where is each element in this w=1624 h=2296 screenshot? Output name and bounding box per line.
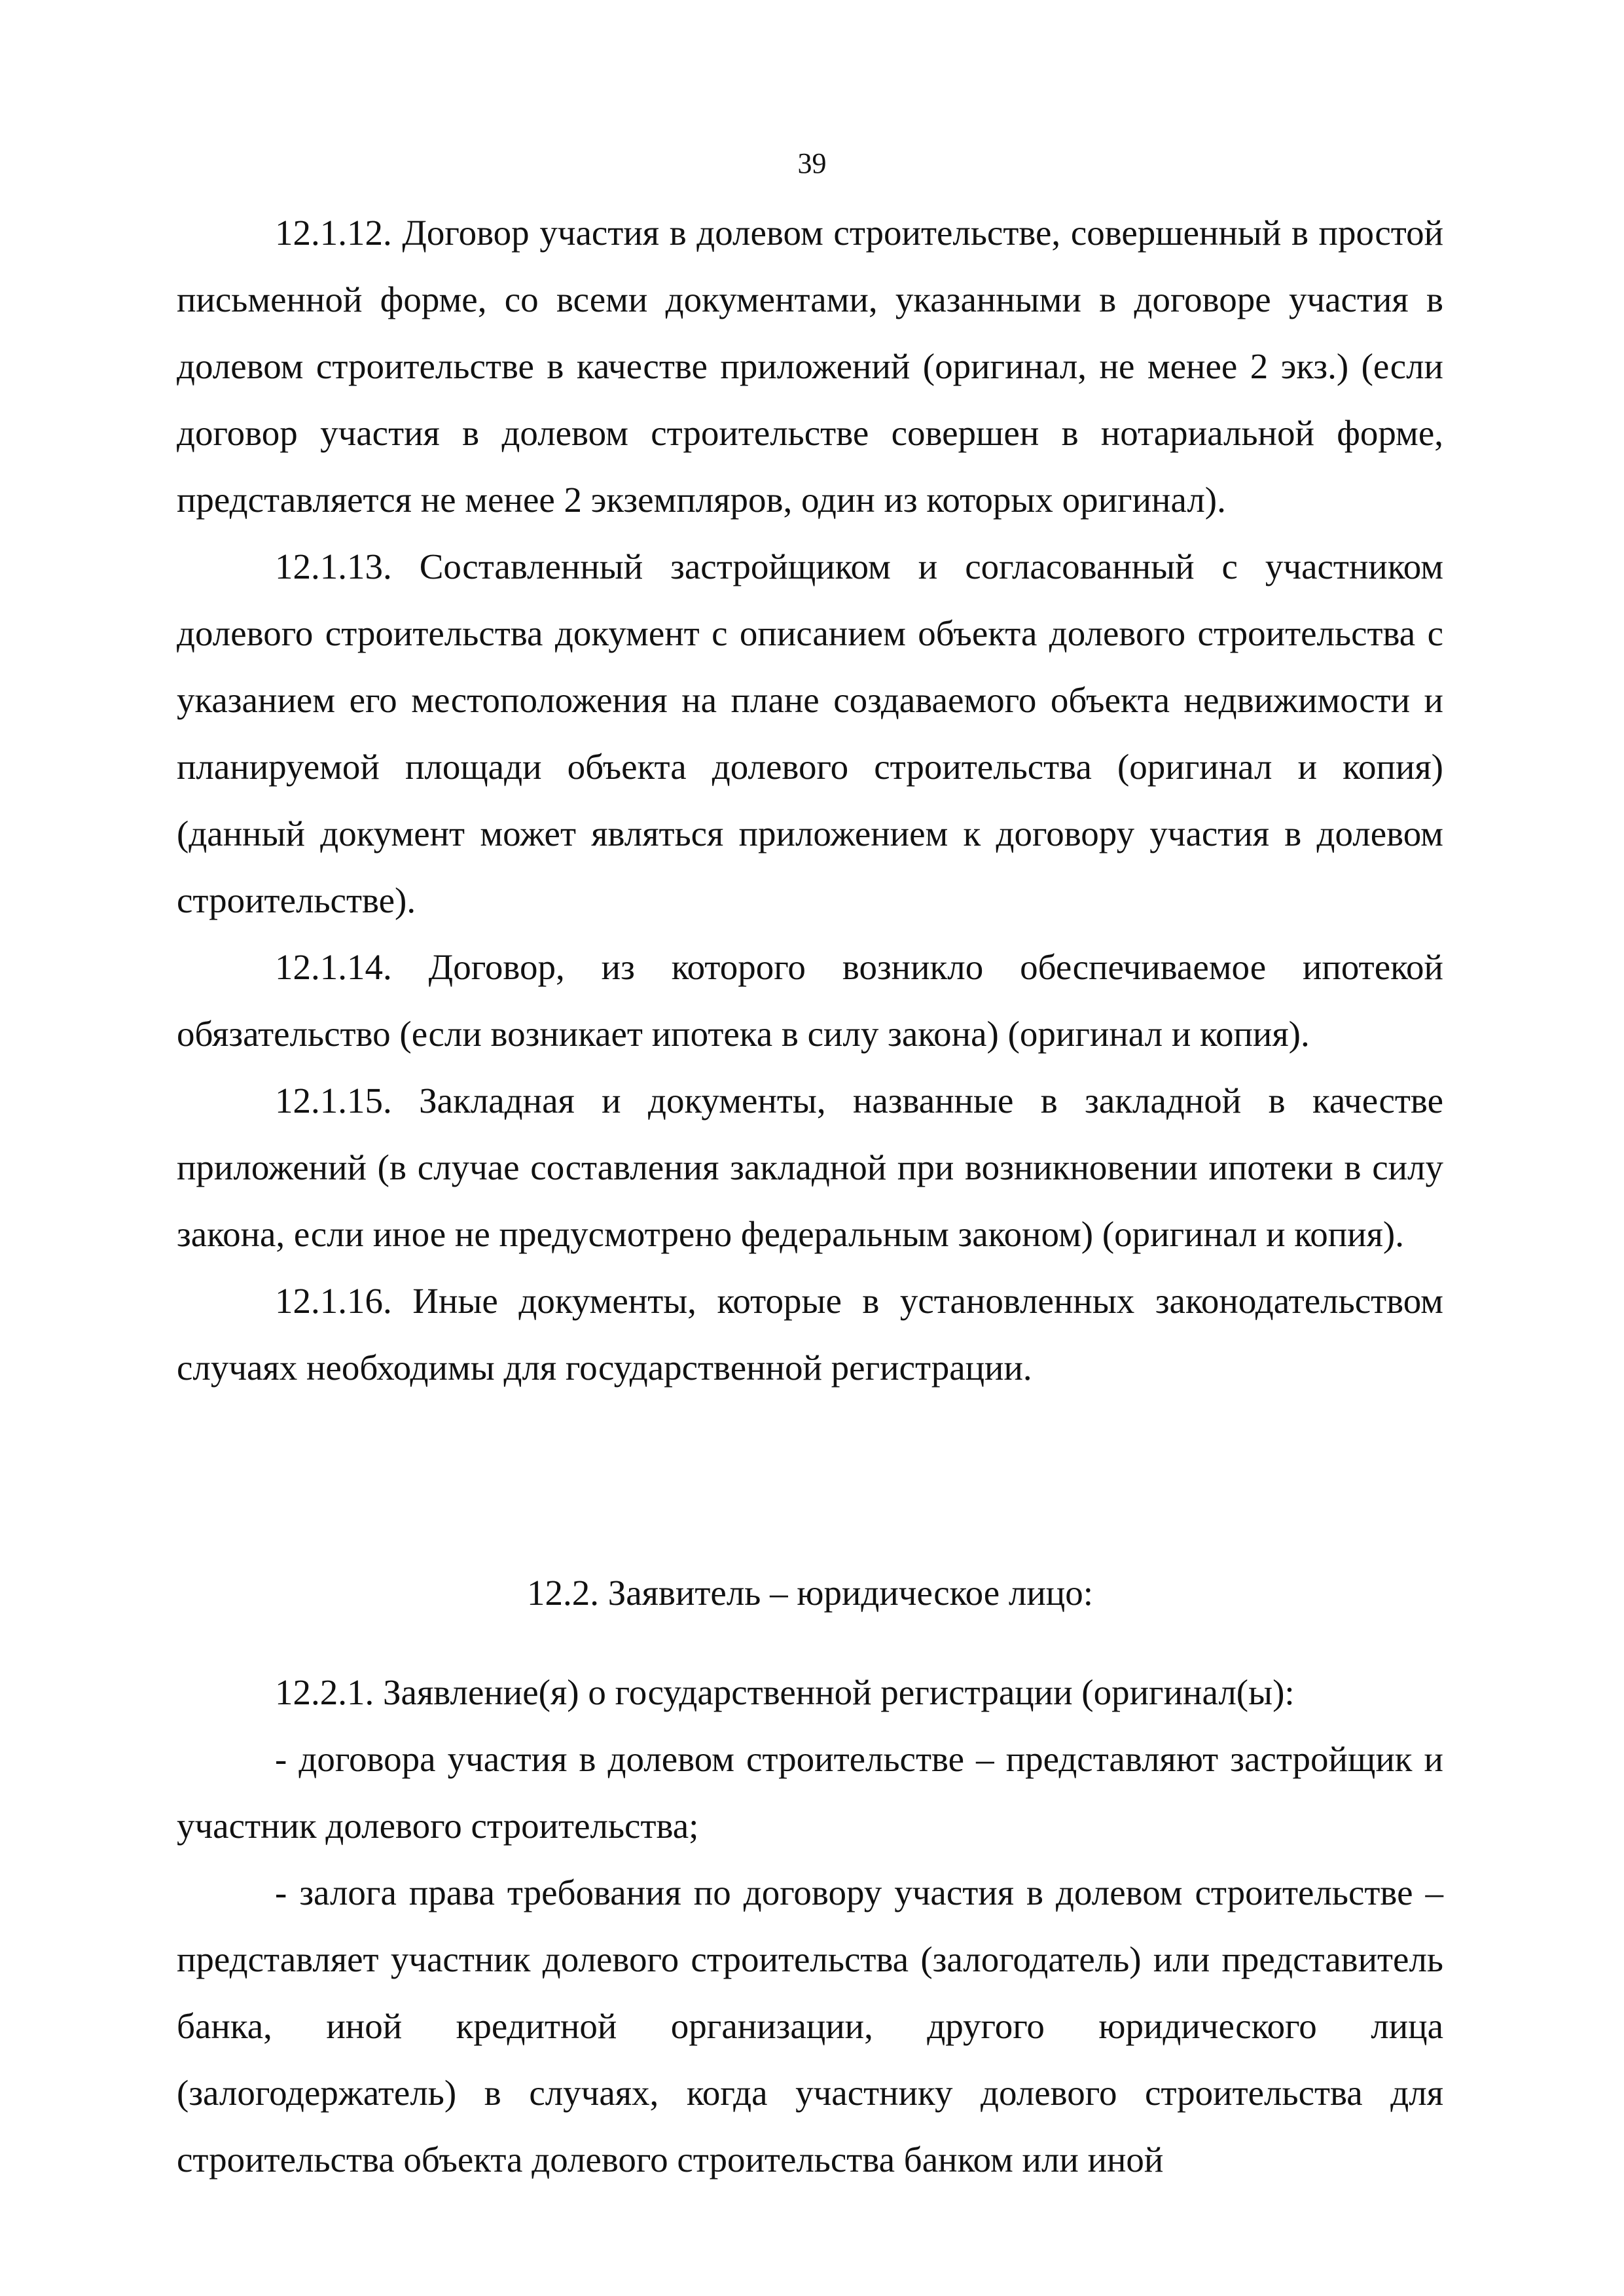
paragraph-12-1-12: 12.1.12. Договор участия в долевом строительстве, совершенный в простой письменной форме, со всеми документами, указанными в договоре участия в долевом строительстве в качестве приложений (оригинал, не менее 2 экз.) (если договор участия в долевом строительстве совершен в нотариальной форме, представляется не менее 2 экземпляров, один из которых оригинал). xyxy=(177,213,1443,520)
paragraph-12-1-16: 12.1.16. Иные документы, которые в установленных законодательством случаях необходимы для государственной регистрации. xyxy=(177,1281,1443,1388)
paragraphs-top xyxy=(177,200,1443,1401)
section-heading: 12.2. Заявитель – юридическое лицо: xyxy=(526,1573,1094,1613)
list-item-pledge: - залога права требования по договору участия в долевом строительстве – представляет участник долевого строительства (залогодатель) или представитель банка, иной кредитной организации, другого юридического лица (залогодержатель) в случаях, когда участнику долевого строительства для строительства объекта долевого строительства банком или иной xyxy=(177,1873,1443,2179)
paragraph-12-1-13: 12.1.13. Составленный застройщиком и согласованный с участником долевого строительства документ с описанием объекта долевого строительства с указанием его местоположения на плане создаваемого объекта недвижимости и планируемой площади объекта долевого строительства (оригинал и копия) (данный документ может являться приложением к договору участия в долевом строительстве). xyxy=(177,547,1443,920)
paragraph-12-2-1: 12.2.1. Заявление(я) о государственной регистрации (оригинал(ы): xyxy=(275,1672,1295,1712)
list-item-contract: - договора участия в долевом строительстве – представляют застройщик и участник долевого строительства; xyxy=(177,1739,1443,1846)
section-12-2 xyxy=(177,1560,1443,2193)
paragraph-12-1-15: 12.1.15. Закладная и документы, названные в закладной в качестве приложений (в случае составления закладной при возникновении ипотеки в силу закона, если иное не предусмотрено федеральным законом) (оригинал и копия). xyxy=(177,1081,1443,1254)
paragraph-12-1-14: 12.1.14. Договор, из которого возникло обеспечиваемое ипотекой обязательство (если возникает ипотека в силу закона) (оригинал и копия). xyxy=(177,947,1443,1054)
page-number: 39 xyxy=(797,147,827,179)
